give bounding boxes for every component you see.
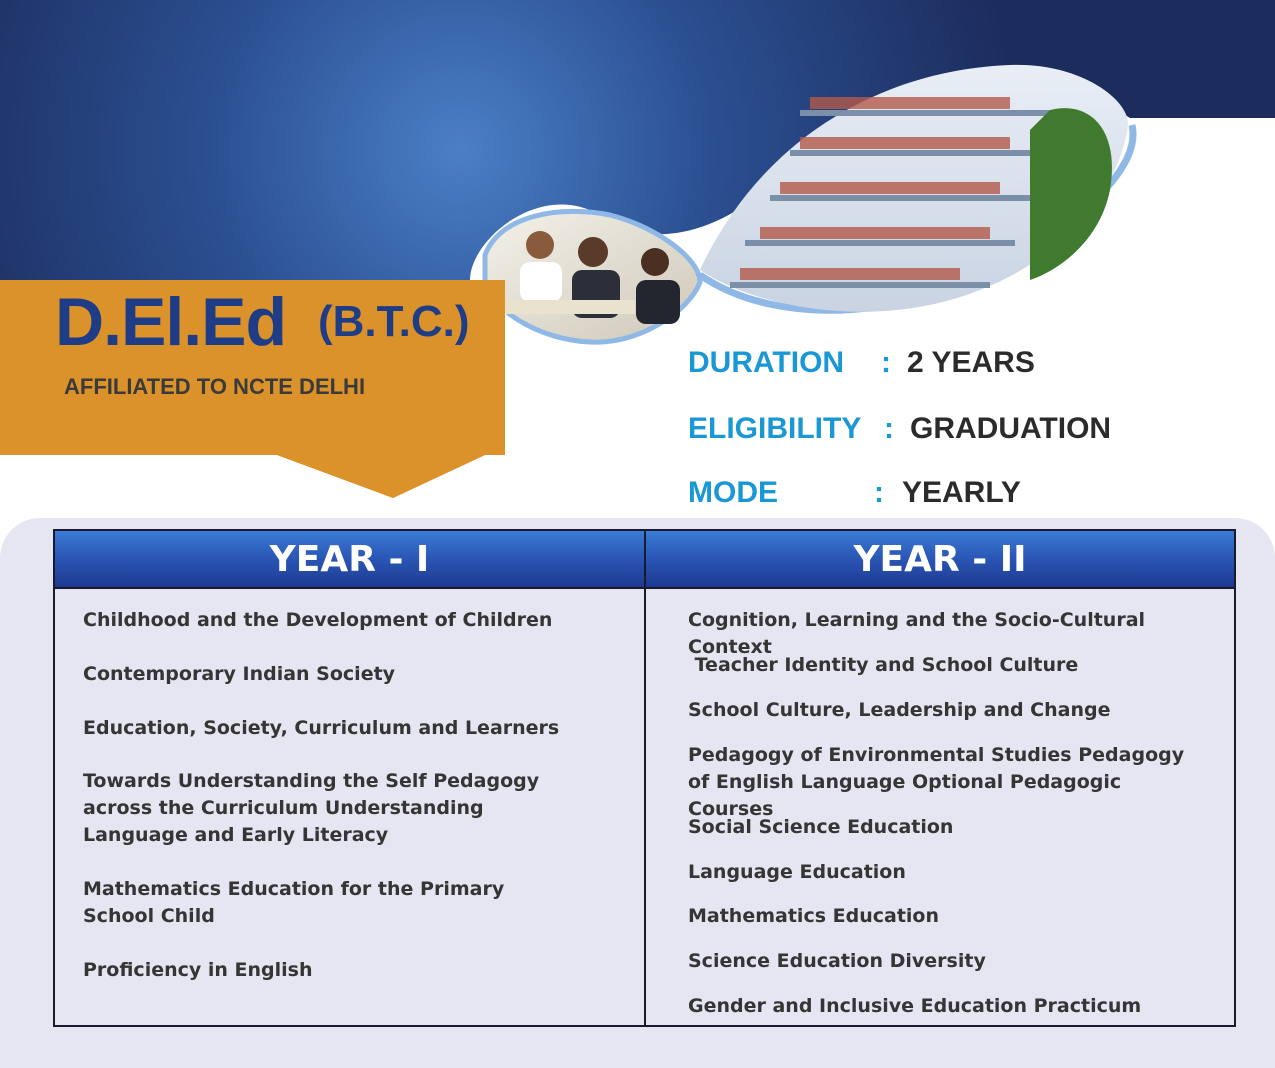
eligibility-label: ELIGIBILITY [688, 412, 862, 445]
program-title: D.El.Ed [55, 284, 287, 360]
duration-value: 2 YEARS [907, 346, 1035, 379]
year-1-subject: Education, Society, Curriculum and Learners [83, 717, 560, 739]
year-2-subject: Social Science Education [688, 816, 954, 838]
year-2-subject: Science Education Diversity [688, 950, 986, 972]
affiliation-text: AFFILIATED TO NCTE DELHI [64, 374, 366, 399]
eligibility-value: GRADUATION [910, 412, 1112, 445]
year-2-subject: Language Education [688, 861, 906, 883]
program-subtitle: (B.T.C.) [318, 297, 470, 346]
duration-colon: : [881, 346, 891, 379]
year-1-subject: Towards Understanding the Self Pedagogy across the Curriculum Understanding Language and Early Literacy [83, 770, 540, 846]
year-1-heading: YEAR - I [55, 531, 644, 589]
year-1-column [55, 531, 646, 1025]
curriculum-table [53, 529, 1236, 1027]
year-2-subject: Teacher Identity and School Culture [688, 654, 1079, 676]
year-1-subject: Contemporary Indian Society [83, 663, 396, 685]
year-2-subject: Cognition, Learning and the Socio-Cultural Context [688, 609, 1146, 658]
mode-colon: : [874, 476, 884, 509]
year-2-subject: Gender and Inclusive Education Practicum [688, 995, 1142, 1017]
year-1-subject: Childhood and the Development of Children [83, 609, 553, 631]
year-1-subject: Mathematics Education for the Primary School Child [83, 878, 505, 927]
year-2-subject: Pedagogy of Environmental Studies Pedagogy of English Language Optional Pedagogic Courses [688, 744, 1185, 820]
year-1-subject: Proficiency in English [83, 959, 313, 981]
year-2-heading: YEAR - II [646, 531, 1234, 589]
year-2-subject: School Culture, Leadership and Change [688, 699, 1111, 721]
duration-label: DURATION [688, 346, 845, 379]
year-2-subject: Mathematics Education [688, 905, 939, 927]
year-2-column [646, 531, 1234, 1025]
eligibility-colon: : [884, 412, 894, 445]
mode-value: YEARLY [902, 476, 1021, 509]
mode-label: MODE [688, 476, 778, 509]
